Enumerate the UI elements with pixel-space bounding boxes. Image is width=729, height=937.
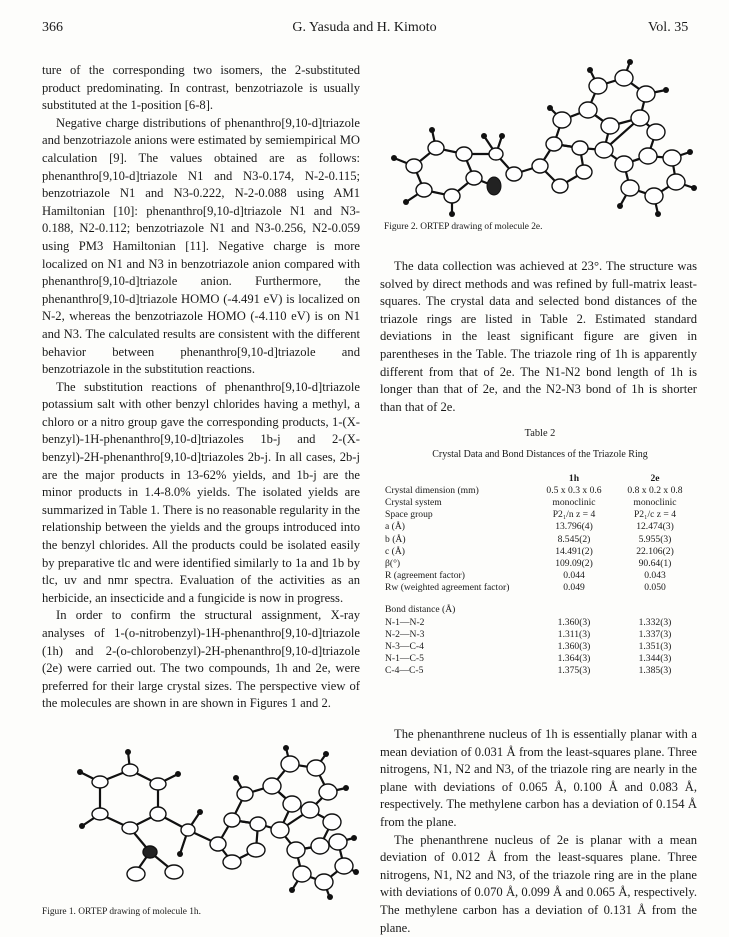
table-cell: 90.64(1) [638,557,672,569]
figure-1-ortep-drawing [40,742,360,902]
table-cell: P2₁/n z = 4 [552,509,596,521]
column-header-1h: 1h [568,472,580,484]
row-label: R (agreement factor) [385,570,465,582]
header-volume: Vol. 35 [648,20,689,35]
table-cell: P2₁/c z = 4 [633,509,677,521]
bond-distance-header: Bond distance (Å) [385,604,456,616]
row-label: N-1—N-2 [385,616,425,628]
crystal-data-table [385,472,695,677]
table-2 [385,428,695,677]
paragraph: The phenanthrene nucleus of 1h is essentially planar with a mean deviation of 0.031 Å from the least-squares plane. Three nitrogens, N1, N2 and N3, of the triazole ring are nearly in the plane with deviations of 0.065 Å, 0.100 Å and 0.083 Å, respectively. The methylene carbon has a deviation of 0.154 Å from the plane. [380,727,697,829]
table-row [385,484,695,496]
table-cell: monoclinic [552,496,596,508]
paragraph: The phenanthrene nucleus of 2e is planar with a mean deviation of 0.012 Å from the least-squares plane. Three nitrogens, N1, N2 and N3, of the triazole ring are in the plane with deviations of 0.070 Å, 0.099 Å and 0.065 Å, respectively. The methylene carbon has a deviation of 0.131 Å from the plane. [380,832,697,935]
table-cell: 1.375(3) [557,665,591,677]
row-label: N-2—N-3 [385,628,425,640]
right-column-text-bottom [380,726,697,937]
table-cell: 1.337(3) [638,628,672,640]
table-row [385,653,695,665]
table-cell: monoclinic [633,496,677,508]
table-cell: 0.8 x 0.2 x 0.8 [627,484,683,496]
table-cell: 1.311(3) [557,628,591,640]
table-row [385,533,695,545]
table-row [385,616,695,628]
table-cell: 13.796(4) [555,521,593,533]
table-cell: 12.474(3) [636,521,674,533]
header-authors: G. Yasuda and H. Kimoto [292,20,437,35]
table-title: Crystal Data and Bond Distances of the Triazole Ring [432,449,648,460]
page-number: 366 [42,20,63,35]
row-label: C-4—C-5 [385,665,424,677]
running-header [0,20,729,40]
table-cell: 1.344(3) [638,653,672,665]
table-cell: 0.050 [644,582,666,594]
table-cell: 5.955(3) [638,533,672,545]
figure-2-caption: Figure 2. ORTEP drawing of molecule 2e. [384,222,543,232]
paragraph: The data collection was achieved at 23°. The structure was solved by direct methods and was refined by full-matrix least-squares. The crystal data and selected bond distances of the triazole rings are listed in Table 2. Estimated standard deviations in the least significant figure are given in parentheses in the Table. The triazole ring of 1h is apparently different from that of 2e. The N1-N2 bond length of 1h is longer than that of 2e, and the N2-N3 bond of 1h is shorter than that of 2e. [380,259,697,414]
paragraph: In order to confirm the structural assignment, X-ray analyses of 1-(o-nitrobenzyl)-1H-phenanthro[9,10-d]triazole (1h) and 2-(o-chlorobenzyl)-2H-phenanthro[9,10-d]triazole (2e) were carried out. The two compounds, 1h and 2e, were preferred for their large crystal sizes. The perspective view of the molecules are shown in are shown in Figures 1 and 2. [42,608,360,711]
table-row [385,570,695,582]
row-label: Crystal dimension (mm) [385,484,479,496]
row-label: Space group [385,509,433,521]
row-label: N-1—C-5 [385,653,424,665]
table-cell: 1.351(3) [638,641,672,653]
table-row [385,582,695,594]
table-cell: 14.491(2) [555,545,593,557]
paragraph: ture of the corresponding two isomers, the 2-substituted product predominating. In contrast, benzotriazole is usually substituted at the 1-position [6-8]. [42,63,360,113]
table-cell: 8.545(2) [557,533,591,545]
row-label: β(°) [385,557,401,569]
table-row [385,557,695,569]
table-row [385,665,695,677]
column-header-2e: 2e [650,472,660,484]
table-cell: 1.364(3) [557,653,591,665]
table-row [385,628,695,640]
row-label: N-3—C-4 [385,641,424,653]
paragraph: Negative charge distributions of phenanthro[9,10-d]triazole and benzotriazole anions were estimated by semiempirical MO calculation [9]. The values obtained are as follows: phenanthro[9,10-d]triazole N1 and N3-0.174, N-2-0.115; benzotriazole N1 and N3-0.222, N-2-0.088 using AM1 Hamiltonian [10]: phenanthro[9,10-d]triazole N1 and N3-0.188, N2-0.112; benzotriazole N1 and N3-0.256, N2-0.059 using PM3 Hamiltonian [11]. Negative charge is more localized on N1 and N3 in benzotriazole anion compared with phenanthro[9,10-d]triazole anion. Furthermore, the phenanthro[9,10-d]triazole HOMO (-4.491 eV) is localized on N-2, whereas the benzotriazole HOMO (-4.110 eV) is on N1 and N3. The calculated results are consistent with the different behavior between phenanthro[9,10-d]triazole and benzotriazole in the substitution reactions. [42,115,360,377]
paragraph: The substitution reactions of phenanthro[9,10-d]triazole potassium salt with other benzyl chlorides having a methyl, a chloro or a nitro group gave the corresponding products, 1-(X-benzyl)-1H-phenanthro[9,10-d]triazoles 1b-j and 2-(X-benzyl)-2H-phenanthro[9,10-d]triazoles 2b-j. In all cases, 2b-j are the major products in 13-62% yields, and 1b-j are the minor products in 1.4-8.0% yields. The isolated yields are summarized in Table 1. There is no reasonable regularity in the relationship between the yields and the groups introduced into the benzyl chlorides. All the products could be isolated easily by preparative tlc and were identified similarly to 1a and 1b by tlc, uv and nmr spectra. Evaluation of the activities as an herbicide, an insecticide and a fungicide is now in progress. [42,379,360,605]
spacer [385,594,695,604]
table-cell: 0.5 x 0.3 x 0.6 [546,484,602,496]
bond-distance-rows [385,616,695,677]
left-column-text [42,62,360,713]
table-row [385,640,695,652]
table-row [385,496,695,508]
crystal-data-rows [385,484,695,594]
table-cell: 109.09(2) [555,557,593,569]
table-cell: 1.385(3) [638,665,672,677]
table-corner [385,472,533,484]
row-label: c (Å) [385,545,405,557]
right-column-text-top [380,258,697,416]
table-cell: 0.043 [644,570,666,582]
row-label: a (Å) [385,521,405,533]
row-label: Crystal system [385,496,442,508]
figure-1-caption: Figure 1. ORTEP drawing of molecule 1h. [42,907,201,917]
row-label: Rw (weighted agreement factor) [385,582,510,594]
table-cell: 1.360(3) [557,641,591,653]
table-cell: 0.049 [563,582,585,594]
table-row [385,509,695,521]
table-cell: 1.332(3) [638,616,672,628]
table-row [385,545,695,557]
table-cell: 22.106(2) [636,545,674,557]
row-label: b (Å) [385,533,406,545]
table-label: Table 2 [524,428,556,439]
figure-2-ortep-drawing [384,56,700,218]
table-cell: 0.044 [563,570,585,582]
table-row [385,521,695,533]
table-cell: 1.360(3) [557,616,591,628]
